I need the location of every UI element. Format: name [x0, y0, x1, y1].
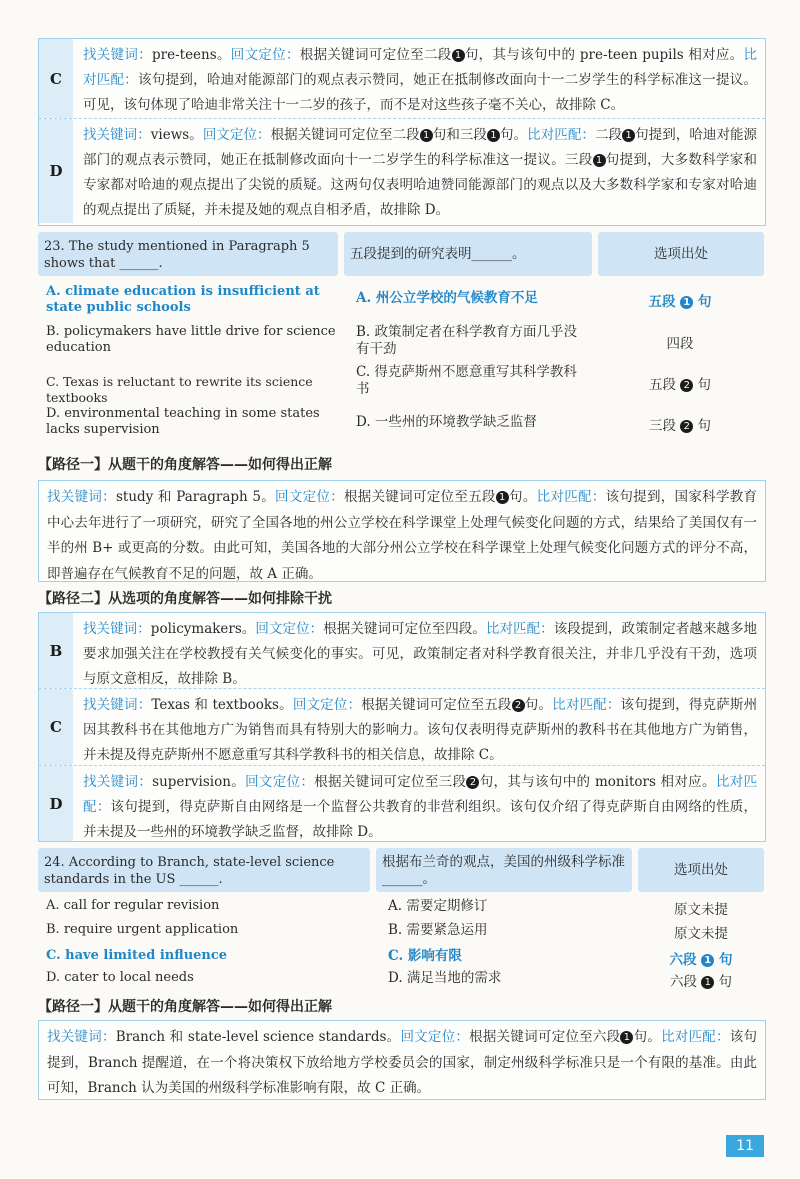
q24-header — [38, 848, 764, 892]
match-label: 比对匹配： — [536, 489, 606, 505]
top-analysis-box — [38, 38, 766, 226]
match-label: 比对匹配： — [83, 47, 758, 88]
find-keyword-label: 找关键词： — [83, 47, 152, 63]
locate-label: 回文定位： — [230, 47, 300, 63]
find-keyword-label: 找关键词： — [47, 489, 116, 505]
locate-label: 回文定位： — [275, 489, 344, 505]
q23-option-c-analysis: C 找关键词：Texas 和 textbooks。回文定位：根据关键词可定位至五段 2 句。比对匹配：该句提到，得克萨斯州因其教科书在其他地方广为销售而具有特别大的影响力。该句仅表明得克萨斯州的教科书在其他地方广为销售，并未提及得克萨斯州不愿意重写其科学教科书的相关信息，故排除 C。 — [39, 688, 765, 765]
q23-source-header: 选项出处 — [598, 232, 764, 276]
q24-route1-title: 【路径一】从题干的角度解答——如何得出正解 — [38, 999, 332, 1015]
option-label-c: C — [39, 39, 73, 118]
option-label-d: D — [39, 119, 73, 223]
q24-route1-box: 找关键词：Branch 和 state-level science standards。回文定位：根据关键词可定位至六段 1 句。比对匹配：该句提到，Branch 提醒道，在一个将决策权下放给地方学校委员会的国家，制定州级科学标准只是一个有限的基准。由此可知，Branch 认为美国的州级科学标准影响有限，故 C 正确。 — [38, 1020, 766, 1100]
find-keyword-label: 找关键词： — [83, 127, 151, 143]
q23-header — [38, 232, 764, 276]
option-c-analysis: C 找关键词：pre-teens。回文定位：根据关键词可定位至二段 1 句，其与该句中的 pre-teen pupils 相对应。比对匹配：该句提到，哈迪对能源部门的观点表示赞同，她正在抵制修改面向十一二岁学生的科学标准这一提议。可见，该句体现了哈迪非常关注十一二岁的孩子，而不是对这些孩子毫不关心，故排除 C。 — [39, 39, 765, 118]
locate-label: 回文定位： — [202, 127, 271, 143]
q23-stem-zh: 五段提到的研究表明______。 — [344, 232, 592, 276]
q23-route1-title: 【路径一】从题干的角度解答——如何得出正解 — [38, 457, 332, 473]
q23-option-b-analysis: B 找关键词：policymakers。回文定位：根据关键词可定位至四段。比对匹配：该段提到，政策制定者越来越多地要求加强关注在学校教授有关气候变化的事实。可见，政策制定者对科学教育很关注，并非几乎没有干劲，选项与原文意相反，故排除 B。 — [39, 613, 765, 688]
q23-option-d-analysis: D 找关键词：supervision。回文定位：根据关键词可定位至三段 2 句，其与该句中的 monitors 相对应。比对匹配：该句提到，得克萨斯自由网络是一个监督公共教育的非营利组织。该句仅介绍了得克萨斯自由网络的性质，并未提及一些州的环境教学缺乏监督，故排除 D。 — [39, 765, 765, 841]
q24-stem-zh: 根据布兰奇的观点，美国的州级科学标准______。 — [376, 848, 632, 892]
q23-stem-en: 23. The study mentioned in Paragraph 5 shows that ______. — [38, 232, 338, 276]
q23-route2-title: 【路径二】从选项的角度解答——如何排除干扰 — [38, 591, 332, 607]
page-number: 11 — [726, 1135, 764, 1157]
match-label: 比对匹配： — [527, 127, 595, 143]
q24-source-header: 选项出处 — [638, 848, 764, 892]
option-d-analysis: D 找关键词：views。回文定位：根据关键词可定位至二段 1 句和三段 1 句。比对匹配：二段 1 句提到，哈迪对能源部门的观点表示赞同，她正在抵制修改面向十一二岁学生的科学标准这一提议。三段 1 句提到，大多数科学家和专家都对哈迪的观点提出了尖锐的质疑。这两句仅表明哈迪赞同能源部门的观点以及大多数科学家和专家对哈迪的观点提出了质疑，并未提及她的观点自相矛盾，故排除 D。 — [39, 118, 765, 223]
q23-route2-box — [38, 612, 766, 842]
q24-stem-en: 24. According to Branch, state-level science standards in the US ______. — [38, 848, 370, 892]
q23-route1-box: 找关键词：study 和 Paragraph 5。回文定位：根据关键词可定位至五段 1 句。比对匹配：该句提到，国家科学教育中心去年进行了一项研究，研究了全国各地的州公立学校在科学课堂上处理气候变化问题的方式，结果给了美国仅有一半的州 B+ 或更高的分数。由此可知，美国各地的大部分州公立学校在科学课堂上处理气候变化问题方式的评分不高，即普遍存在气候教育不足的问题，故 A 正确。 — [38, 480, 766, 582]
